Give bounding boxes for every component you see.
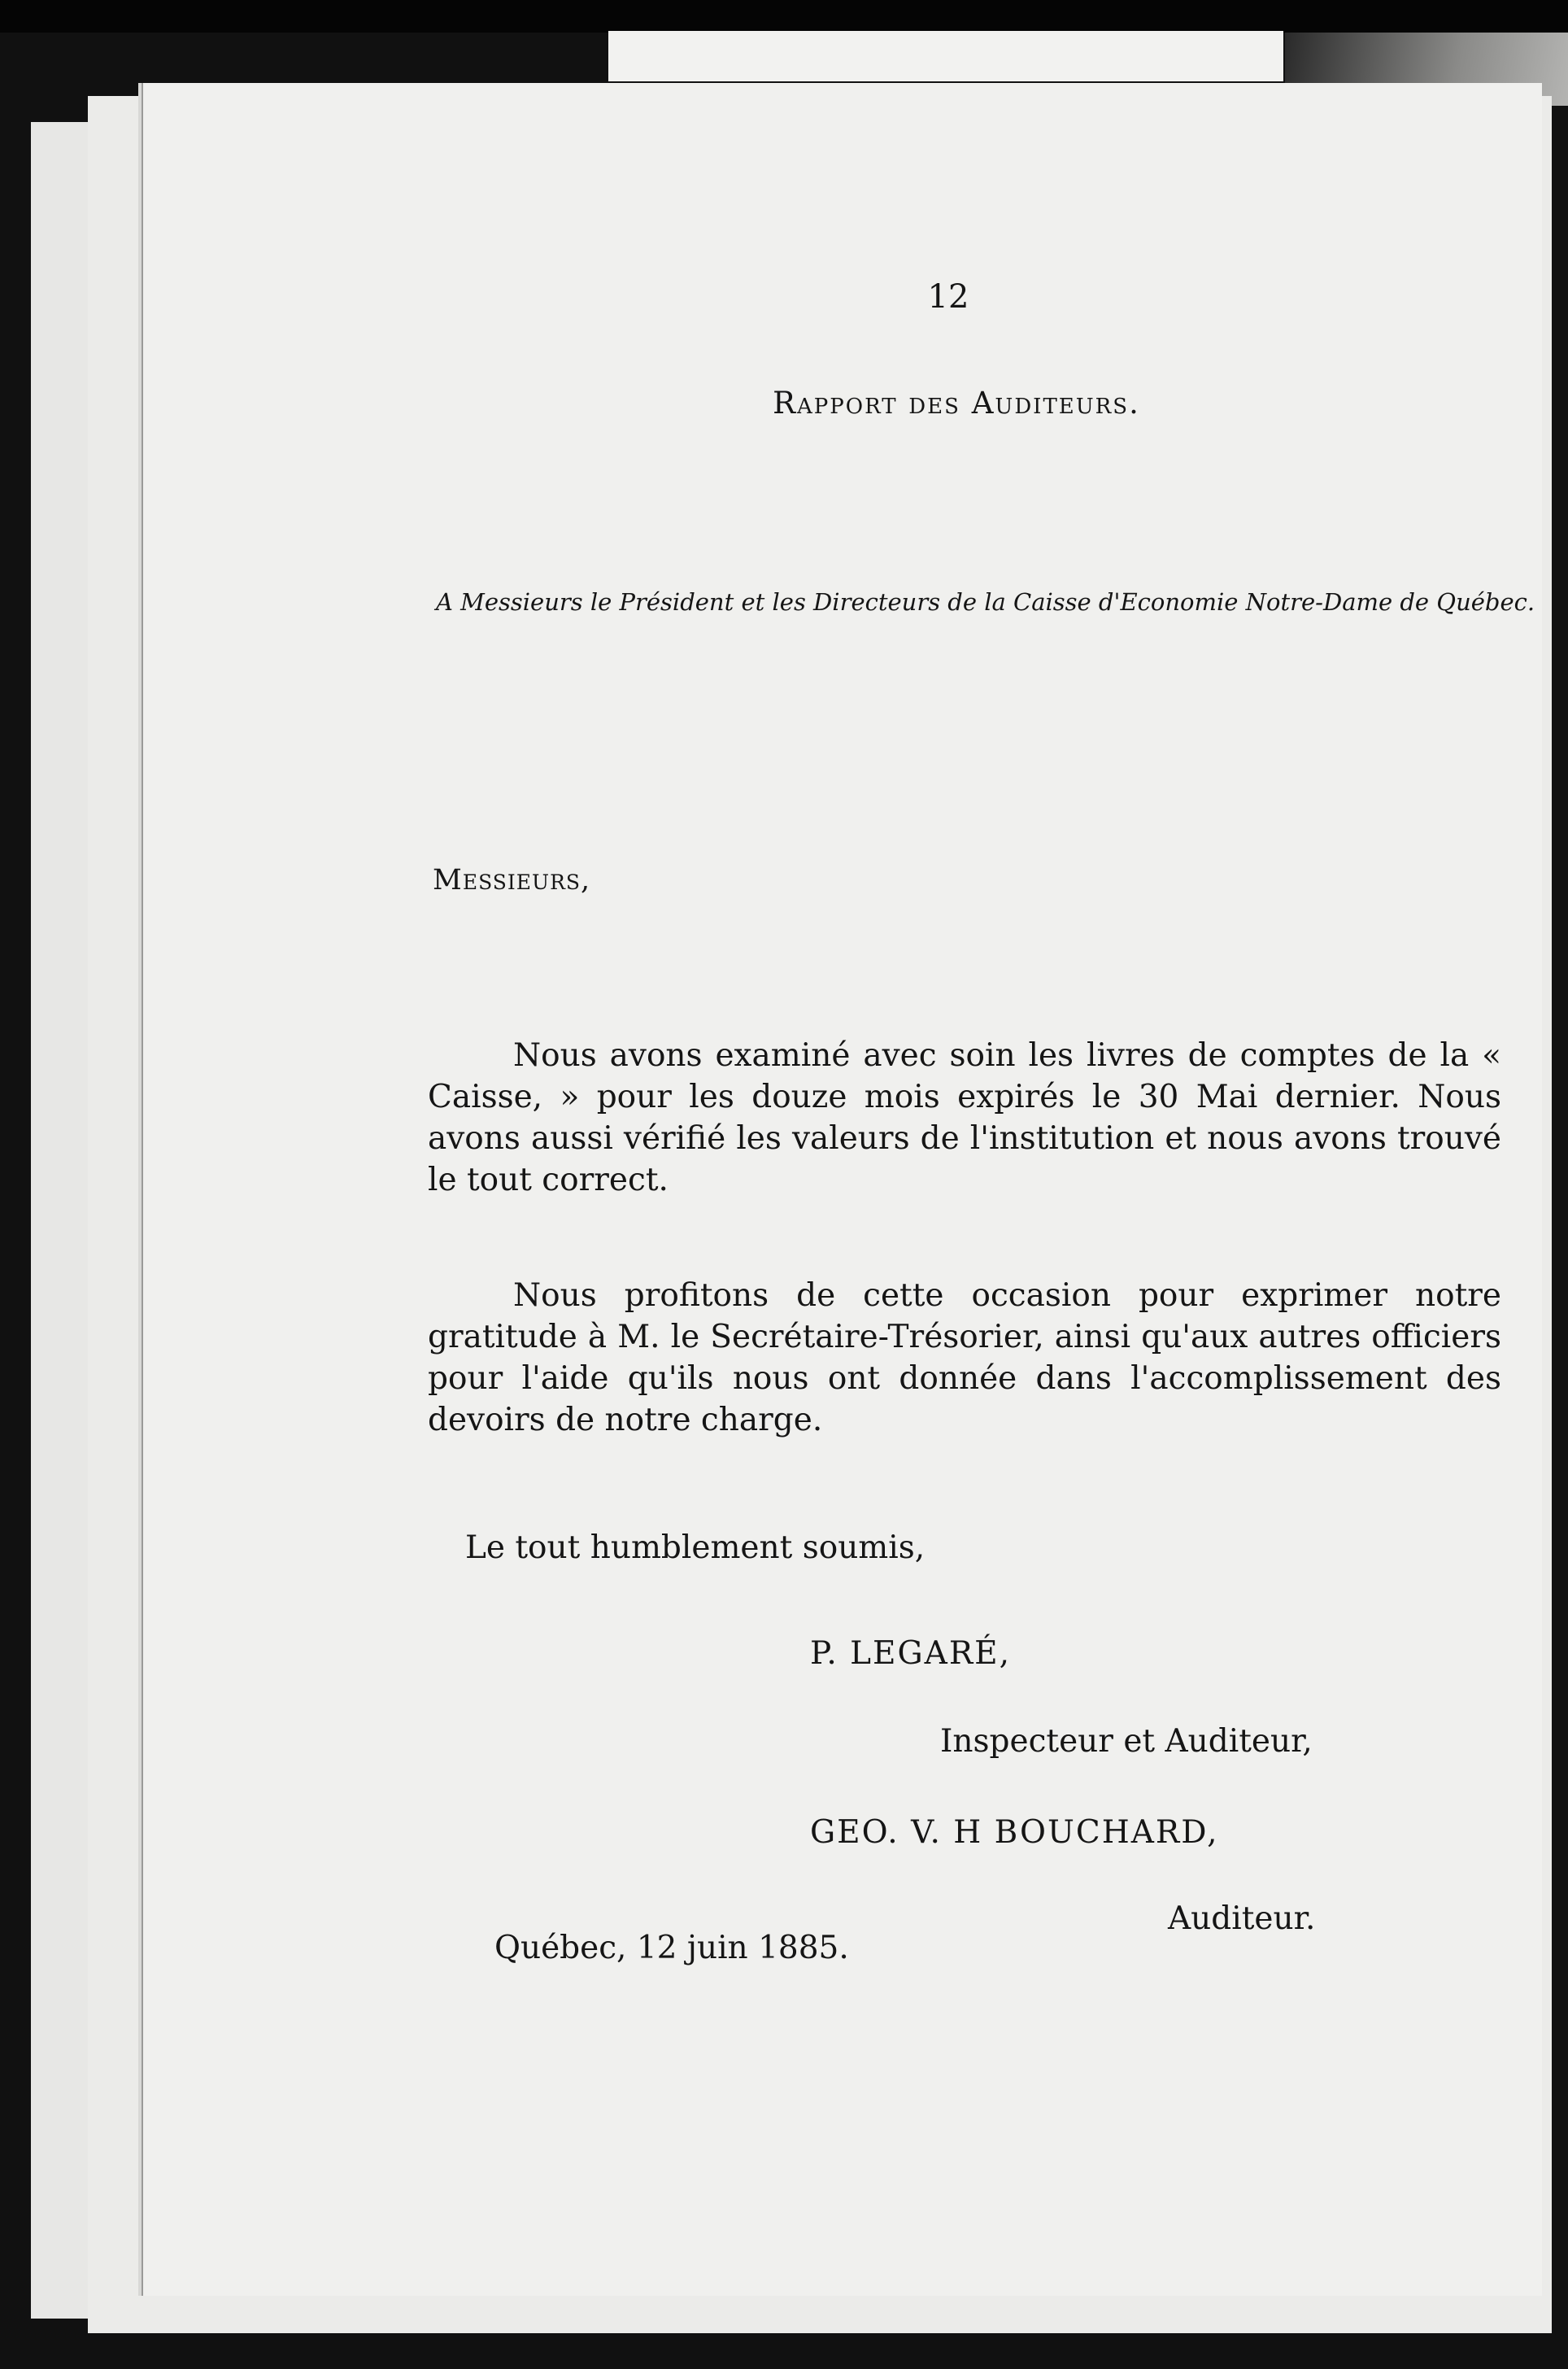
document-page [143, 83, 1542, 2296]
report-title: Rapport des Auditeurs. [773, 386, 1140, 421]
paper-strip [608, 31, 1283, 81]
signatory-title: Inspecteur et Auditeur, [940, 1723, 1313, 1760]
body-paragraph: Nous avons examiné avec soin les livres de comptes de la « Caisse, » pour les douze mois expirés le 30 Mai dernier. Nous avons aussi vérifié les valeurs de l'institution et nous avons trouvé le tout correct. [428, 1037, 1501, 1198]
address-line: A Messieurs le Président et les Directeurs de la Caisse d'Economie Notre-Dame de Québec. [436, 588, 1535, 616]
page-number: 12 [927, 278, 969, 316]
body-paragraph: Nous profitons de cette occasion pour exprimer notre gratitude à M. le Secrétaire-Trésorier, ainsi qu'aux autres officiers pour l'aide qu'ils nous ont donnée dans l'accomplissement des devoirs de notre charge. [428, 1277, 1501, 1438]
signatory-name: P. LEGARÉ, [810, 1635, 1012, 1672]
signatory-title: Auditeur. [1168, 1900, 1316, 1937]
signatory-name: GEO. V. H BOUCHARD, [810, 1814, 1219, 1851]
salutation: Messieurs, [433, 864, 591, 897]
scan-top-edge [0, 0, 1568, 33]
place-date: Québec, 12 juin 1885. [494, 1930, 849, 1966]
closing-line: Le tout humblement soumis, [465, 1529, 926, 1566]
